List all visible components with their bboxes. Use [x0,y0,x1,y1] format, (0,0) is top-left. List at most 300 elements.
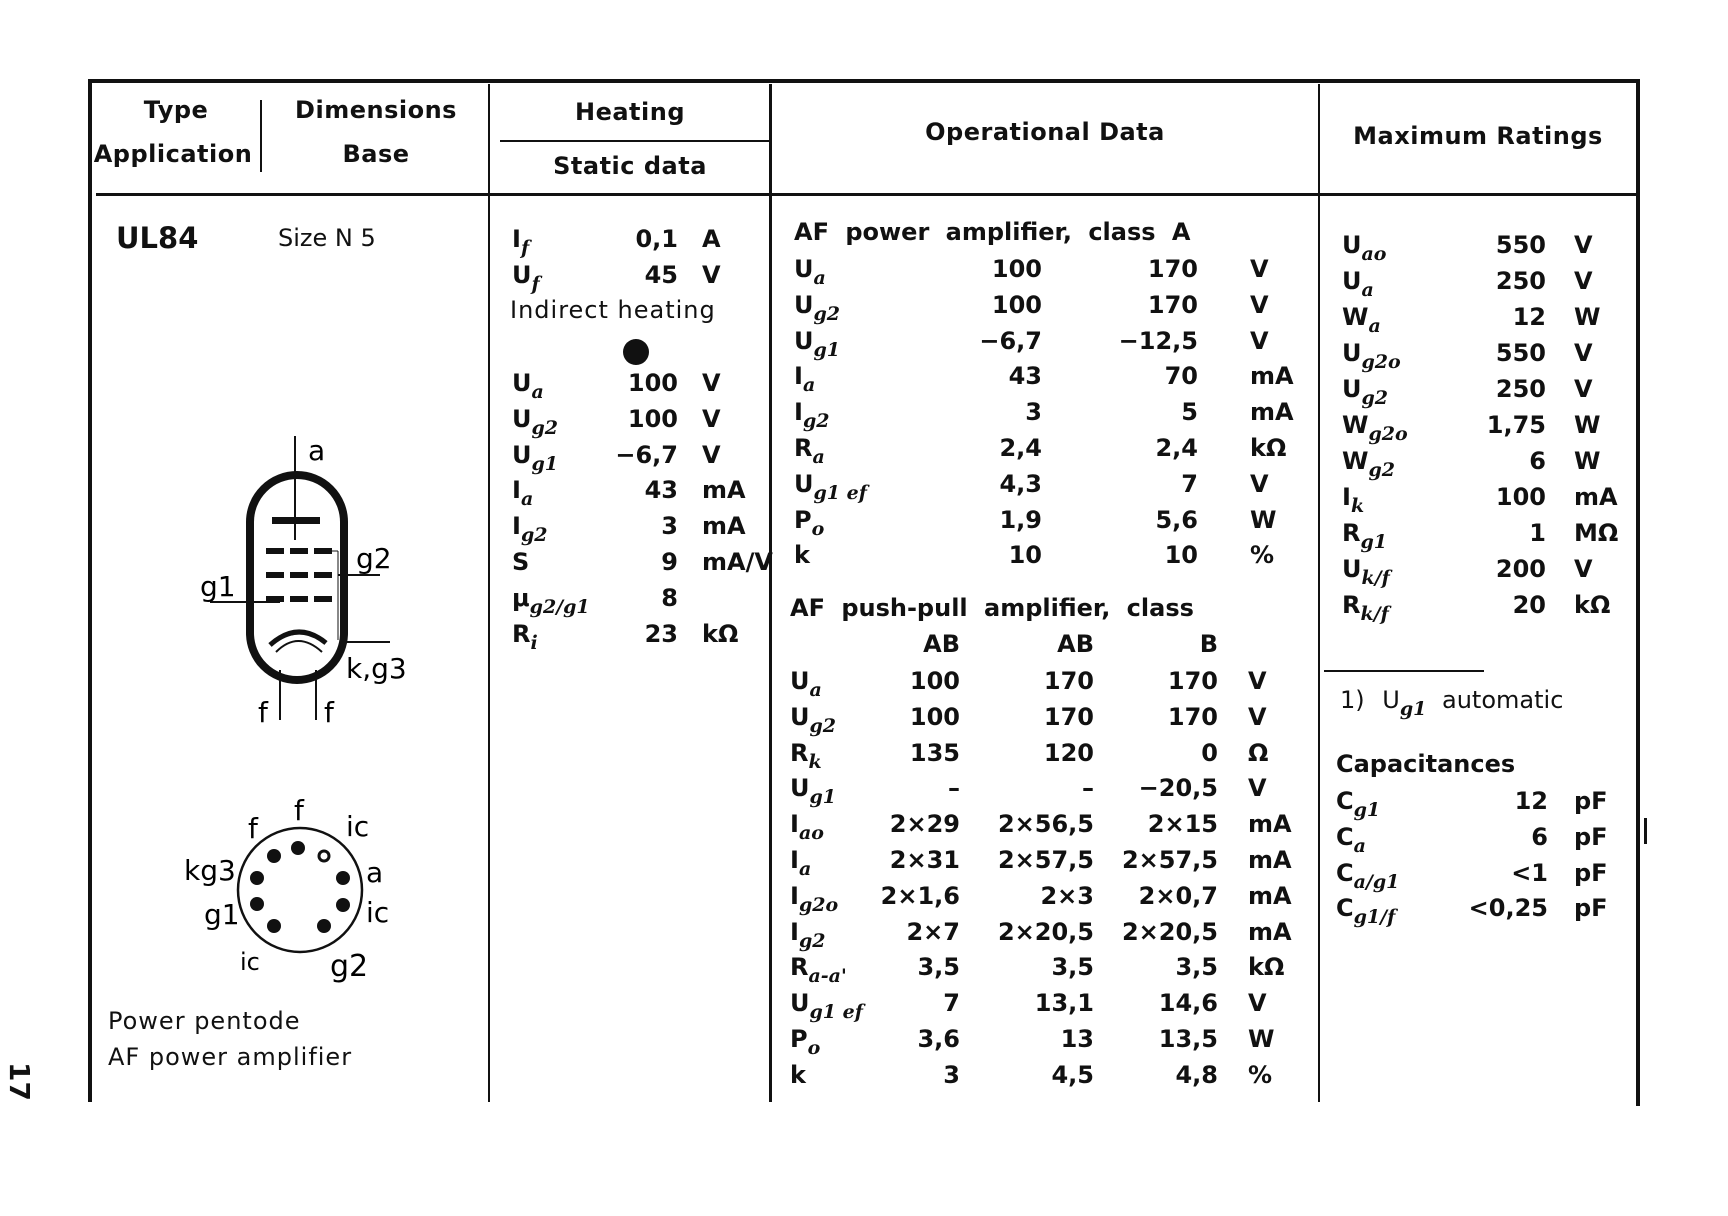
push-pull-value-3: 2×20,5 [1121,917,1218,946]
symbol-subscript: a [1353,834,1366,857]
pin-label-kg3: kg3 [184,854,236,887]
push-pull-unit: mA [1248,917,1292,946]
symbol-subscript: g1 [1353,799,1381,821]
push-pull-value-3: 3,5 [1175,953,1218,982]
symbol-letter: C [1336,894,1354,923]
tube-description-line1: Power pentode [108,1007,301,1035]
static-value: 3 [661,512,678,541]
push-pull-value-2: 120 [1043,738,1094,767]
capacitance-unit: pF [1574,787,1608,815]
symbol-subscript: a [520,488,534,511]
class-a-unit: V [1250,469,1269,498]
symbol-subscript: g2o [798,893,839,916]
table-right-rule [1636,83,1640,1106]
symbol-letter: W [1342,411,1369,439]
max-rating-value: 100 [1495,483,1546,511]
push-pull-value-3: 2×0,7 [1138,881,1218,910]
push-pull-value-1: 2×29 [889,810,960,839]
tube-size: Size N 5 [278,224,376,252]
max-rating-row [0,554,1636,590]
static-unit: mA [702,512,746,541]
push-pull-value-1: 2×1,6 [880,881,960,910]
symbol [790,667,822,701]
push-pull-value-3: 170 [1167,702,1218,731]
push-pull-value-1: 100 [909,667,960,695]
static-value: 100 [627,404,678,433]
symbol-subscript: ao [1361,243,1387,265]
symbol [1342,555,1390,589]
symbol-letter: U [1342,375,1362,403]
symbol-subscript: ao [798,822,824,845]
push-pull-value-1: 135 [909,738,960,767]
class-a-value-1: 4,3 [999,469,1042,498]
symbol-subscript: a [813,267,826,289]
max-rating-value: 550 [1495,339,1546,367]
max-rating-row [0,590,1636,626]
symbol-letter: U [790,702,810,731]
capacitance-row [0,822,1636,858]
symbol-letter: I [794,398,803,427]
class-a-value-2: 5 [1181,398,1198,427]
pin-label-g2: g2 [330,949,369,984]
heating-unit: V [702,261,721,289]
push-pull-value-3: 2×15 [1147,810,1218,839]
push-pull-unit: V [1248,667,1267,695]
symbol-letter: I [512,512,521,541]
symbol-subscript: a [1368,315,1381,337]
symbol-letter: I [790,810,799,839]
push-pull-value-3: 13,5 [1158,1025,1218,1053]
symbol [1342,231,1387,265]
symbol-subscript: g2 [1361,387,1389,409]
symbol-letter: U [512,369,532,397]
symbol [790,989,863,1024]
symbol-letter: S [512,548,530,576]
max-rating-unit: W [1574,411,1601,439]
static-value: 8 [661,583,678,612]
pin-label-ic-right: ic [366,896,390,929]
push-pull-unit: Ω [1248,738,1269,767]
symbol-letter: I [512,476,521,505]
symbol-subscript: k/f [1361,567,1390,589]
symbol [1342,375,1389,409]
symbol-subscript: g2 [813,302,841,325]
push-pull-value-3: 4,8 [1175,1060,1218,1089]
max-rating-unit: V [1574,339,1593,367]
capacitance-row [0,786,1636,822]
push-pull-value-1: 2×7 [906,917,960,946]
class-a-value-1: −6,7 [979,326,1042,355]
static-value: 9 [661,548,678,576]
symbol-subscript: g2 [1368,459,1395,481]
footnote-prefix: 1) [1340,686,1365,714]
max-rating-unit: V [1574,231,1593,259]
class-a-value-2: 7 [1181,469,1198,498]
symbol-subscript: k [808,750,822,773]
symbol-subscript: a [812,446,825,468]
symbol-subscript: o [807,1037,821,1059]
symbol-subscript: k [1350,495,1365,517]
static-value: −6,7 [615,440,678,469]
footnote-subscript: g1 [1399,698,1427,720]
symbol-letter: W [1342,303,1369,331]
static-unit: mA [702,476,746,505]
push-pull-value-3: 0 [1201,738,1218,767]
push-pull-unit: % [1248,1060,1273,1089]
push-pull-row [0,666,1318,702]
push-pull-value-2: 4,5 [1051,1060,1094,1089]
symbol-subscript: g1 [531,452,559,475]
symbol-subscript: a [809,679,822,701]
push-pull-title: AF push-pull amplifier, class [790,594,1194,622]
symbol-subscript: g2 [520,524,548,547]
class-a-value-1: 3 [1025,398,1042,427]
class-a-unit: % [1250,541,1275,570]
label-a: a [308,434,326,467]
symbol-letter: k [794,541,810,570]
symbol [790,702,837,737]
symbol [1342,519,1387,553]
symbol-subscript: a [1361,279,1374,301]
symbol-letter: I [512,225,521,253]
divider-heating-static [500,140,772,142]
symbol-subscript: a [531,381,544,403]
push-pull-unit: V [1248,774,1267,803]
symbol-subscript: g2 [802,410,830,433]
symbol-subscript: g1 [1360,531,1387,553]
max-rating-value: 200 [1495,555,1546,583]
max-rating-row [0,482,1636,518]
max-rating-value: 550 [1495,231,1546,259]
max-rating-unit: mA [1574,483,1618,511]
class-a-unit: W [1250,505,1277,534]
symbol-letter: R [790,953,809,982]
symbol-subscript: g1 ef [813,481,867,504]
symbol [790,738,822,773]
max-rating-value: 250 [1495,375,1546,403]
symbol-letter: I [790,881,799,910]
symbol-letter: U [794,469,814,498]
header-base: Base [342,140,410,168]
page-number: 17 [3,1062,36,1101]
symbol [1342,267,1374,301]
max-rating-value: 20 [1512,591,1546,619]
header-dimensions: Dimensions [295,96,457,124]
symbol-letter: C [1336,858,1354,887]
symbol [790,1025,821,1059]
symbol-letter: U [512,261,532,289]
push-pull-row [0,738,1318,774]
heating-value: 0,1 [635,225,678,253]
symbol-letter: U [790,989,810,1018]
static-unit: V [702,369,721,397]
symbol-letter: U [794,326,814,355]
capacitance-value: 12 [1514,787,1548,815]
push-pull-value-3: −20,5 [1138,774,1218,803]
footnote [1340,686,1564,720]
capacitance-row [0,858,1636,894]
push-pull-unit: W [1248,1025,1275,1053]
push-pull-value-2: 170 [1043,667,1094,695]
symbol-subscript: f [520,237,530,259]
max-rating-unit: W [1574,447,1601,475]
symbol [1342,303,1381,337]
push-pull-class-header: AB [923,630,960,658]
label-f-right: f [324,696,334,729]
static-unit: V [702,440,721,469]
heating-value: 45 [644,261,678,289]
header-operational-data: Operational Data [925,118,1165,146]
symbol-letter: R [790,738,809,767]
class-a-value-2: 170 [1147,290,1198,319]
symbol [1342,411,1408,445]
symbol-letter: C [1336,787,1354,815]
push-pull-value-2: – [1082,774,1094,803]
push-pull-value-3: 170 [1167,667,1218,695]
symbol-subscript: a [798,858,812,880]
footnote-text: automatic [1442,686,1564,714]
symbol-subscript: g1 ef [809,1001,863,1024]
max-rating-value: 6 [1529,447,1546,475]
class-a-value-1: 100 [991,290,1042,319]
symbol-letter: U [790,774,810,803]
heating-note: Indirect heating [510,296,716,324]
symbol-letter: I [1342,483,1351,511]
class-a-value-2: 5,6 [1155,505,1198,534]
push-pull-class-header: AB [1057,630,1094,658]
static-value: 100 [627,369,678,397]
symbol-letter: I [790,846,799,874]
class-a-unit: kΩ [1250,434,1287,462]
class-a-value-2: 70 [1164,362,1198,391]
symbol-letter: W [1342,447,1369,475]
max-rating-unit: W [1574,303,1601,331]
class-a-unit: mA [1250,362,1294,391]
capacitances-title: Capacitances [1336,750,1516,778]
push-pull-value-1: 7 [943,989,960,1018]
push-pull-value-2: 2×56,5 [997,810,1094,839]
label-g1: g1 [200,570,236,603]
max-rating-unit: V [1574,375,1593,403]
push-pull-unit: kΩ [1248,953,1285,982]
symbol-letter: μ [512,583,530,612]
class-a-value-2: −12,5 [1118,326,1198,355]
table-top-rule [88,79,1640,83]
pin-label-a: a [366,856,384,889]
symbol-letter: U [512,404,532,433]
push-pull-class-header: B [1199,630,1218,658]
class-a-value-1: 10 [1008,541,1042,570]
symbol-letter: R [512,619,531,648]
symbol [1336,822,1366,857]
symbol-letter: U [1342,339,1362,367]
max-rating-row [0,266,1636,302]
class-a-title: AF power amplifier, class A [794,218,1191,246]
push-pull-value-1: – [948,774,960,803]
symbol-subscript: g1/f [1353,906,1396,929]
symbol-letter: R [1342,519,1361,547]
push-pull-value-3: 2×57,5 [1121,846,1218,874]
pin-label-ic-top: ic [346,810,370,843]
max-rating-value: 12 [1512,303,1546,331]
push-pull-value-1: 3 [943,1060,960,1089]
push-pull-value-1: 2×31 [889,846,960,874]
symbol-letter: U [790,667,810,695]
class-a-value-2: 10 [1164,541,1198,570]
capacitance-value: 6 [1531,822,1548,851]
push-pull-row [0,702,1318,738]
symbol-letter: P [790,1025,808,1053]
symbol-subscript: a [802,374,816,397]
symbol [1336,858,1400,893]
symbol-letter: k [790,1060,806,1089]
push-pull-row [0,988,1318,1024]
symbol [1336,894,1396,929]
symbol-subscript: a-a' [808,965,847,988]
max-rating-row [0,230,1636,266]
static-value: 23 [644,619,678,648]
class-a-unit: V [1250,326,1269,355]
max-rating-unit: V [1574,555,1593,583]
push-pull-value-2: 2×57,5 [997,846,1094,874]
max-rating-unit: kΩ [1574,591,1611,619]
push-pull-value-2: 3,5 [1051,953,1094,982]
symbol [790,1061,806,1089]
capacitance-row [0,893,1636,929]
pin-label-ic-bottom: ic [240,948,260,976]
symbol-letter: U [1342,555,1362,583]
max-rating-unit: MΩ [1574,519,1619,547]
capacitance-unit: pF [1574,894,1608,923]
symbol-subscript: i [530,631,538,654]
symbol-subscript: k/f [1360,603,1389,625]
push-pull-value-1: 100 [909,702,960,731]
static-unit: kΩ [702,619,739,648]
symbol [1342,339,1401,373]
max-rating-row [0,338,1636,374]
push-pull-value-2: 2×20,5 [997,917,1094,946]
tube-type: UL84 [116,221,199,255]
header-application: Application [93,140,253,168]
right-margin-mark [1644,818,1647,844]
push-pull-value-2: 2×3 [1040,881,1094,910]
symbol-letter: U [1342,231,1362,259]
push-pull-row [0,1060,1318,1096]
header-bottom-rule [96,193,1636,196]
max-rating-row [0,410,1636,446]
static-unit: V [702,404,721,433]
push-pull-unit: V [1248,702,1267,731]
label-g2: g2 [356,542,392,575]
static-unit: mA/V [702,548,773,576]
class-a-value-2: 170 [1147,255,1198,283]
max-rating-row [0,518,1636,554]
symbol-letter: P [794,505,812,534]
header-static-data: Static data [553,152,707,180]
symbol [1336,787,1381,821]
symbol-subscript: g2 [798,929,826,952]
symbol-letter: U [794,255,814,283]
push-pull-unit: V [1248,989,1267,1018]
header-type: Type [143,96,209,124]
class-a-value-1: 100 [991,255,1042,283]
push-pull-unit: mA [1248,881,1292,910]
symbol-letter: R [1342,591,1361,619]
class-a-unit: V [1250,255,1269,283]
static-value: 43 [644,476,678,505]
class-a-value-2: 2,4 [1155,434,1198,462]
divider-type-dimensions [260,100,262,172]
max-rating-value: 250 [1495,267,1546,295]
max-rating-value: 1,75 [1486,411,1546,439]
push-pull-row [0,1024,1318,1060]
capacitance-value: <1 [1511,858,1548,887]
max-rating-unit: V [1574,267,1593,295]
symbol [790,953,847,988]
class-a-value-1: 1,9 [999,505,1042,534]
capacitance-unit: pF [1574,822,1608,851]
capacitance-value: <0,25 [1468,894,1548,923]
label-kg3: k,g3 [346,652,407,685]
push-pull-value-2: 13,1 [1034,989,1094,1018]
pin-label-g1: g1 [204,898,240,931]
symbol-subscript: g2 [809,714,837,737]
symbol-subscript: a/g1 [1353,870,1400,893]
tube-description-line2: AF power amplifier [108,1043,353,1071]
symbol-letter: C [1336,822,1354,851]
symbol-letter: U [1342,267,1362,295]
symbol-letter: U [512,440,532,469]
pin-label-f-left: f [248,812,258,845]
push-pull-value-1: 3,6 [917,1025,960,1053]
max-rating-value: 1 [1529,519,1546,547]
class-a-unit: mA [1250,398,1294,427]
symbol-subscript: g2/g1 [529,595,590,618]
symbol-letter: I [794,362,803,391]
max-rating-row [0,374,1636,410]
push-pull-unit: mA [1248,846,1292,874]
symbol-subscript: g2 [531,416,559,439]
heating-unit: A [702,225,721,253]
push-pull-value-3: 14,6 [1158,989,1218,1018]
footnote-symbol: U [1382,686,1400,714]
label-f-left: f [258,696,268,729]
push-pull-unit: mA [1248,810,1292,839]
symbol [1342,447,1395,481]
symbol-letter: R [794,434,813,462]
symbol-subscript: g2o [1361,351,1401,373]
symbol-subscript: g2o [1368,423,1408,445]
class-a-value-1: 2,4 [999,434,1042,462]
push-pull-row [0,952,1318,988]
push-pull-value-2: 170 [1043,702,1094,731]
symbol-subscript: g1 [809,786,837,809]
symbol-letter: I [790,917,799,946]
symbol [1342,483,1365,517]
symbol-letter: U [794,290,814,319]
symbol-subscript: o [811,517,825,540]
symbol [1342,591,1389,625]
pin-label-f-top: f [294,794,304,827]
push-pull-value-1: 3,5 [917,953,960,982]
header-heating: Heating [574,98,686,126]
class-a-unit: V [1250,290,1269,319]
footnote-rule [1324,670,1484,672]
max-rating-row [0,302,1636,338]
capacitance-unit: pF [1574,858,1608,887]
push-pull-value-2: 13 [1060,1025,1094,1053]
class-a-value-1: 43 [1008,362,1042,391]
